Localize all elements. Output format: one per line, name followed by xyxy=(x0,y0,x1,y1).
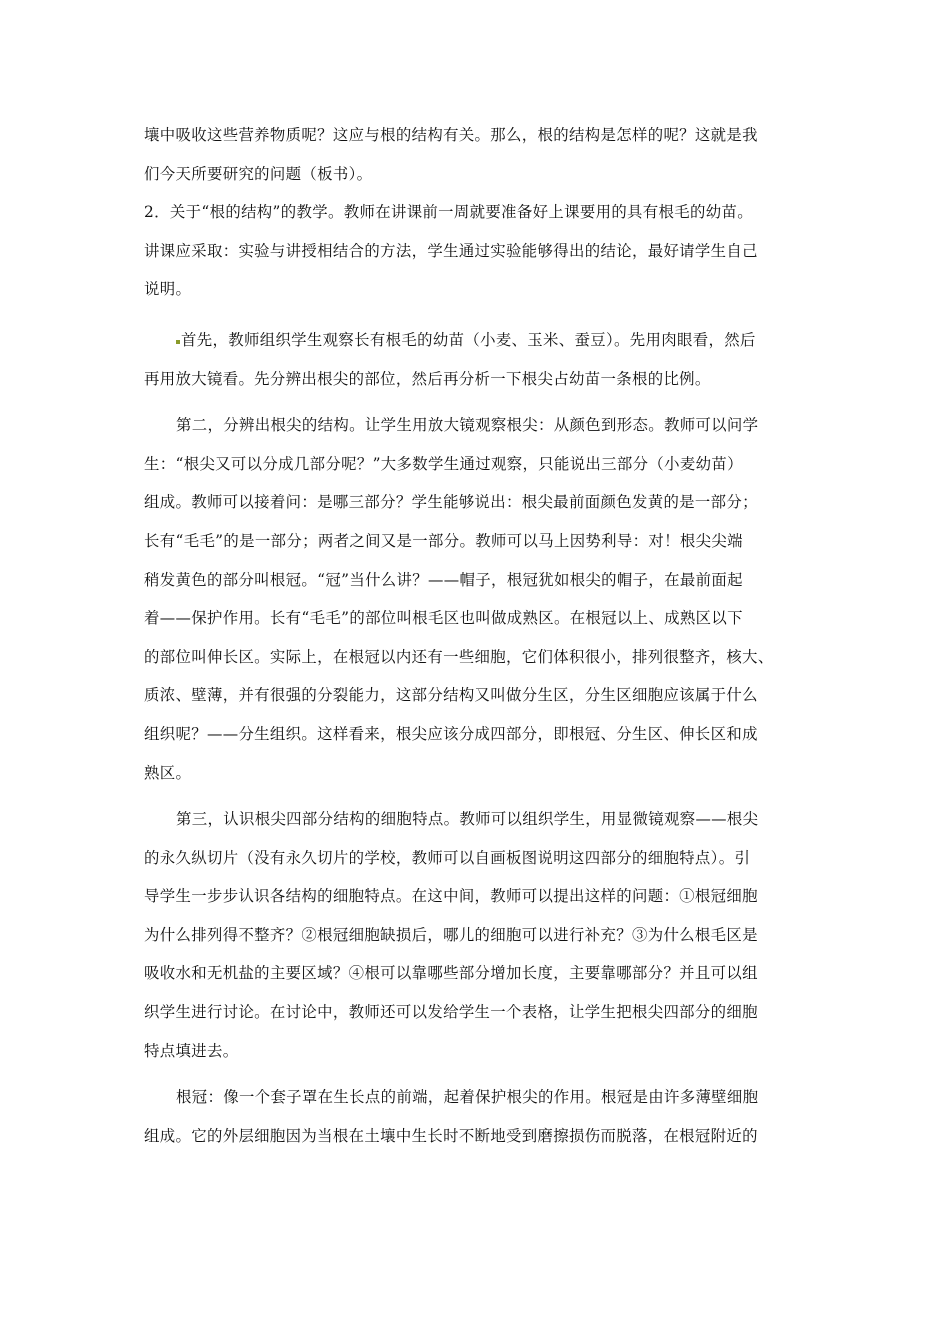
text-line: 着——保护作用。长有“毛毛”的部位叫根毛区也叫做成熟区。在根冠以上、成熟区以下 xyxy=(144,609,743,628)
text-line: 为什么排列得不整齐？②根冠细胞缺损后，哪儿的细胞可以进行补充？③为什么根毛区是 xyxy=(144,925,758,944)
text-line-content: 首先，教师组织学生观察长有根毛的幼苗（小麦、玉米、蚕豆）。先用肉眼看，然后 xyxy=(181,330,756,349)
text-line: 导学生一步步认识各结构的细胞特点。在这中间，教师可以提出这样的问题：①根冠细胞 xyxy=(144,887,758,906)
text-line: 根冠：像一个套子罩在生长点的前端，起着保护根尖的作用。根冠是由许多薄壁细胞 xyxy=(176,1088,759,1107)
text-line: 熟区。 xyxy=(144,763,192,782)
paragraph-root-cap xyxy=(144,1078,814,1155)
text-line: 组成。教师可以接着问：是哪三部分？学生能够说出：根尖最前面颜色发黄的是一部分； xyxy=(144,493,758,512)
paragraph-section-2 xyxy=(144,193,814,309)
text-line: 再用放大镜看。先分辨出根尖的部位，然后再分析一下根尖占幼苗一条根的比例。 xyxy=(144,369,711,388)
text-line: 第二，分辨出根尖的结构。让学生用放大镜观察根尖：从颜色到形态。教师可以问学 xyxy=(176,416,759,435)
paragraph-second-step xyxy=(144,406,814,792)
text-line: 稍发黄色的部分叫根冠。“冠”当什么讲？——帽子，根冠犹如根尖的帽子，在最前面起 xyxy=(144,570,743,589)
paragraph-intro-end xyxy=(144,116,814,193)
paragraph-first-step xyxy=(144,321,814,398)
text-line: 的部位叫伸长区。实际上，在根冠以内还有一些细胞，它们体积很小，排列很整齐，核大、 xyxy=(144,647,774,666)
text-line: 讲课应采取：实验与讲授相结合的方法，学生通过实验能够得出的结论，最好请学生自己 xyxy=(144,241,758,260)
text-line: 壤中吸收这些营养物质呢？这应与根的结构有关。那么，根的结构是怎样的呢？这就是我 xyxy=(144,126,758,144)
text-line: 吸收水和无机盐的主要区域？④根可以靠哪些部分增加长度，主要靠哪部分？并且可以组 xyxy=(144,964,758,983)
text-line: 织学生进行讨论。在讨论中，教师还可以发给学生一个表格，让学生把根尖四部分的细胞 xyxy=(144,1003,758,1022)
text-line: 第三，认识根尖四部分结构的细胞特点。教师可以组织学生，用显微镜观察——根尖 xyxy=(176,810,759,829)
text-line: 生：“根尖又可以分成几部分呢？”大多数学生通过观察，只能说出三部分（小麦幼苗） xyxy=(144,454,743,473)
text-line: 的永久纵切片（没有永久切片的学校，教师可以自画板图说明这四部分的细胞特点）。引 xyxy=(144,848,751,867)
margin-mark xyxy=(176,340,180,344)
text-line: 特点填进去。 xyxy=(144,1041,239,1060)
text-line: 们今天所要研究的问题（板书）。 xyxy=(144,164,373,183)
text-line xyxy=(144,321,814,360)
text-line: 长有“毛毛”的是一部分；两者之间又是一部分。教师可以马上因势利导：对！根尖尖端 xyxy=(144,531,743,550)
document-body xyxy=(144,116,814,1155)
text-line: 质浓、壁薄，并有很强的分裂能力，这部分结构又叫做分生区，分生区细胞应该属于什么 xyxy=(144,686,758,705)
text-line: 组成。它的外层细胞因为当根在土壤中生长时不断地受到磨擦损伤而脱落，在根冠附近的 xyxy=(144,1126,758,1145)
text-line: 组织呢？——分生组织。这样看来，根尖应该分成四部分，即根冠、分生区、伸长区和成 xyxy=(144,724,758,743)
text-line: 说明。 xyxy=(144,280,192,299)
text-line: 2．关于“根的结构”的教学。教师在讲课前一周就要准备好上课要用的具有根毛的幼苗。 xyxy=(144,203,753,222)
paragraph-third-step xyxy=(144,800,814,1070)
